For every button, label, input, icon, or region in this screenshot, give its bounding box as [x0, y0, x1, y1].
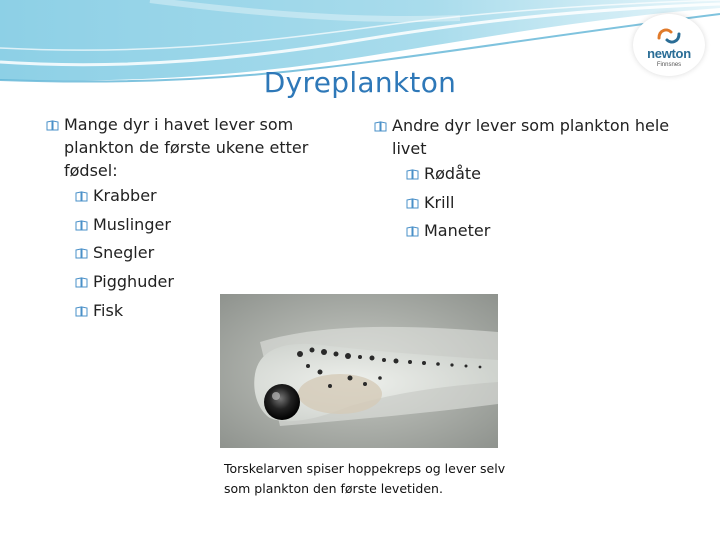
book-icon: [374, 121, 387, 132]
book-icon: [406, 226, 419, 237]
book-icon: [46, 120, 59, 131]
list-item-label: Krabber: [93, 186, 157, 205]
logo-subtitle: Finnsnes: [656, 62, 682, 68]
slide-title: Dyreplankton: [263, 66, 457, 99]
right-intro-text: Andre dyr lever som plankton hele livet: [392, 116, 670, 158]
cod-larva-illustration: [220, 294, 498, 448]
list-item-label: Maneter: [424, 221, 491, 241]
list-item-label: Muslinger: [93, 214, 171, 234]
list-item: [374, 217, 694, 246]
logo-name: newton: [647, 46, 691, 61]
book-icon: [75, 277, 88, 288]
book-icon: [406, 169, 419, 180]
book-icon: [75, 248, 88, 259]
list-item: [46, 211, 326, 240]
list-item-label: Pigghuder: [93, 272, 174, 292]
book-icon: [75, 191, 88, 202]
newton-logo-icon: [655, 26, 683, 46]
left-intro-text: Mange dyr i havet lever som plankton de første ukene etter fødsel:: [64, 115, 309, 180]
list-item-label: Snegler: [93, 243, 155, 263]
list-item: [46, 239, 326, 268]
book-icon: [406, 198, 419, 209]
photo-caption: Torskelarven spiser hoppekreps og lever selv som plankton den første levetiden.: [224, 461, 506, 496]
list-item: [374, 160, 694, 189]
list-item-label: Fisk: [93, 300, 124, 320]
list-item-label: Krill: [424, 192, 455, 212]
left-intro-bullet: [46, 111, 326, 182]
book-icon: [75, 220, 88, 231]
list-item: [46, 268, 326, 297]
cod-larva-photo: [220, 294, 498, 448]
list-item: [374, 189, 694, 218]
list-item-label: Rødåte: [424, 164, 481, 183]
right-intro-bullet: [374, 112, 694, 160]
book-icon: [75, 306, 88, 317]
right-bullet-list: [374, 112, 694, 246]
list-item: [46, 182, 326, 211]
